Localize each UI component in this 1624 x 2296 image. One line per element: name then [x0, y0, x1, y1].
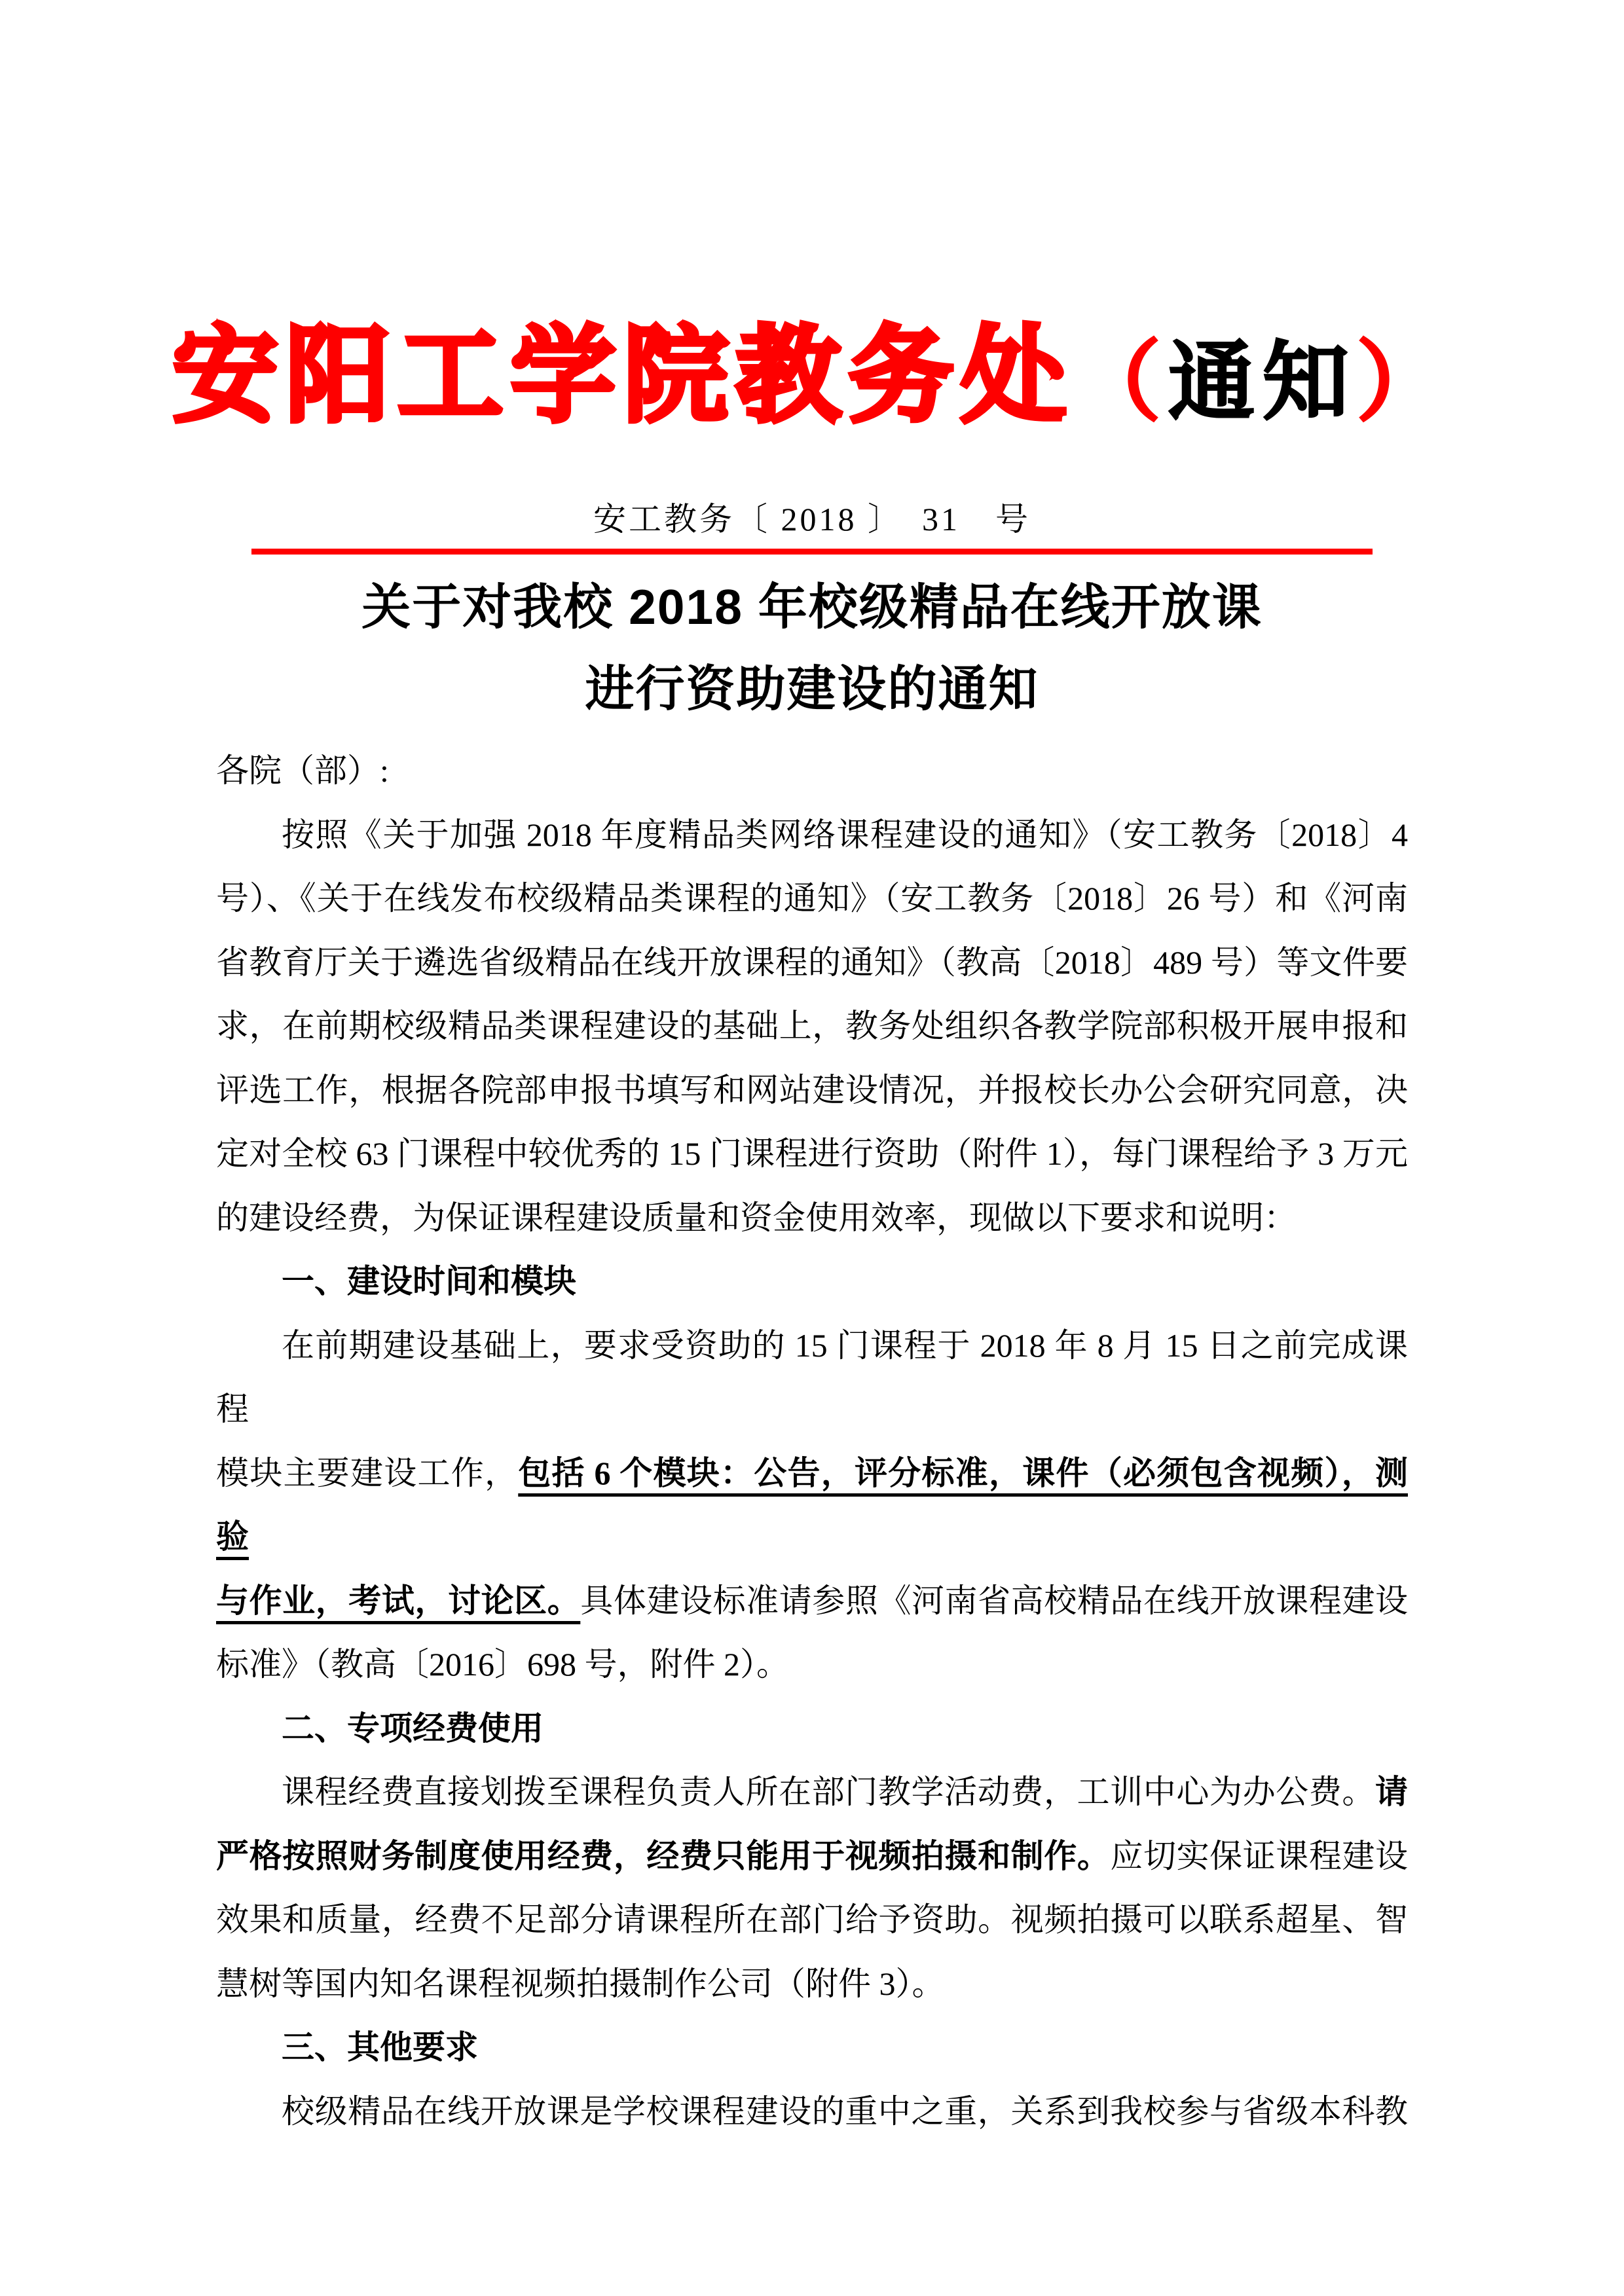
salutation: 各院（部）: — [216, 752, 389, 789]
paragraph3-line1 — [216, 1760, 1408, 1825]
section1-heading: 一、建设时间和模块 — [282, 1263, 576, 1300]
document-body — [216, 739, 1408, 2143]
paragraph3-line2-normal: 应切实保证课程建设 — [1110, 1837, 1409, 1874]
letterhead-paren-open: （ — [1074, 335, 1168, 431]
section3-heading: 三、其他要求 — [282, 2029, 478, 2066]
paragraph1-line7: 的建设经费，为保证课程建设质量和资金使用效率，现做以下要求和说明： — [216, 1199, 1297, 1236]
paragraph3-line2-bold: 严格按照财务制度使用经费，经费只能用于视频拍摄和制作。 — [216, 1837, 1111, 1874]
paragraph3-line3: 效果和质量，经费不足部分请课程所在部门给予资助。视频拍摄可以联系超星、智 — [216, 1901, 1408, 1938]
letterhead-notice-word: 通知 — [1168, 335, 1357, 431]
paragraph1-line4: 求，在前期校级精品类课程建设的基础上，教务处组织各教学院部积极开展申报和 — [216, 1008, 1408, 1044]
paragraph1-line1: 按照《关于加强 2018 年度精品类网络课程建设的通知》（安工教务〔2018〕4 — [282, 816, 1408, 853]
paragraph2-line2-bold-underline: 包括 6 个模块：公告，评分标准，课件（必须包含视频），测验 — [216, 1454, 1408, 1555]
paragraph4-line1: 校级精品在线开放课是学校课程建设的重中之重，关系到我校参与省级本科教 — [282, 2092, 1408, 2130]
paragraph1-line3: 省教育厅关于遴选省级精品在线开放课程的通知》（教高〔2018〕489 号）等文件要 — [216, 943, 1408, 981]
red-divider-line — [251, 549, 1373, 555]
paragraph3-line2 — [216, 1825, 1408, 1889]
paragraph1-line2: 号）、《关于在线发布校级精品类课程的通知》（安工教务〔2018〕26 号）和《河南 — [216, 880, 1408, 917]
paragraph2-line2 — [216, 1442, 1408, 1569]
letterhead-org-name: 安阳工学院教务处 — [172, 318, 1074, 435]
paragraph2-line2-normal: 模块主要建设工作， — [216, 1454, 519, 1491]
letterhead-paren-close: ） — [1357, 335, 1451, 431]
document-number: 安工教务〔 2018 〕 31 号 — [593, 501, 1031, 538]
paragraph2-line3 — [216, 1569, 1408, 1633]
paragraph3-line1-bold: 请 — [1375, 1774, 1408, 1810]
paragraph2-line1: 在前期建设基础上，要求受资助的 15 门课程于 2018 年 8 月 15 日之前完成课程 — [216, 1326, 1408, 1427]
section2-heading: 二、专项经费使用 — [282, 1709, 544, 1747]
paragraph2-line3-bold-underline: 与作业，考试，讨论区。 — [216, 1582, 581, 1619]
paragraph2-line4: 标准》（教高〔2016〕698 号，附件 2）。 — [216, 1646, 789, 1683]
paragraph3-line4: 慧树等国内知名课程视频拍摄制作公司（附件 3）。 — [216, 1965, 945, 2002]
paragraph1-line6: 定对全校 63 门课程中较优秀的 15 门课程进行资助（附件 1），每门课程给予 3 万元 — [216, 1135, 1408, 1172]
subject-title-line1: 关于对我校 2018 年校级精品在线开放课 — [361, 579, 1263, 634]
paragraph3-line1-normal: 课程经费直接划拨至课程负责人所在部门教学活动费，工训中心为办公费。 — [282, 1774, 1375, 1810]
subject-title-line2: 进行资助建设的通知 — [585, 661, 1039, 716]
paragraph1-line5: 评选工作，根据各院部申报书填写和网站建设情况，并报校长办公会研究同意，决 — [216, 1071, 1408, 1108]
paragraph2-line3-normal: 具体建设标准请参照《河南省高校精品在线开放课程建设 — [580, 1582, 1409, 1619]
letterhead-title — [0, 308, 1624, 452]
